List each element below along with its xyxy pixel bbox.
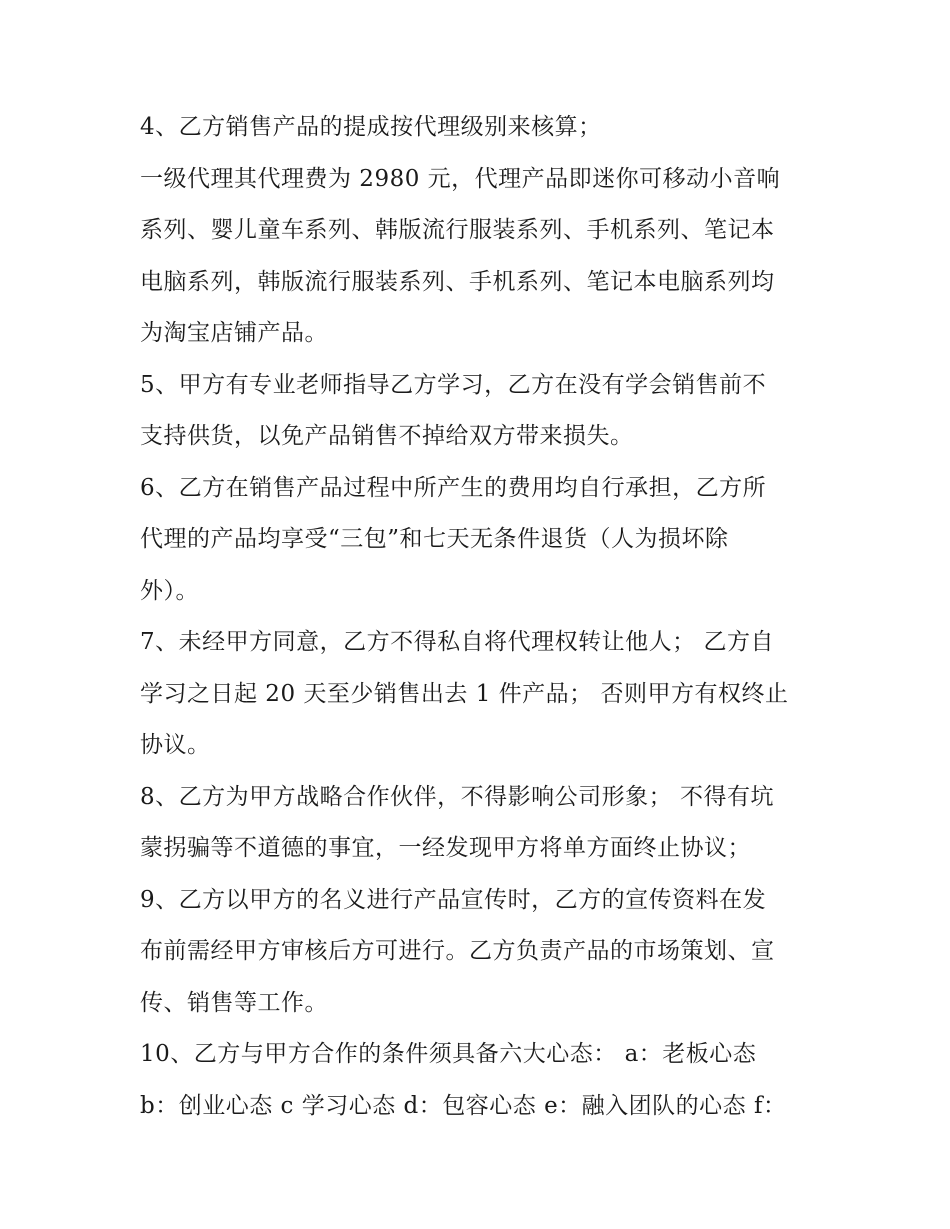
text-line: b：创业心态 c 学习心态 d：包容心态 e：融入团队的心态 f： [140,1092,787,1119]
text-line: 学习之日起 20 天至少销售出去 1 件产品； 否则甲方有权终止 [140,680,789,707]
text-line: 支持供货，以免产品销售不掉给双方带来损失。 [140,423,634,449]
text-line: 系列、婴儿童车系列、韩版流行服装系列、手机系列、笔记本 [140,217,775,243]
text-line: 9、乙方以甲方的名义进行产品宣传时，乙方的宣传资料在发 [140,886,767,913]
document-body [140,102,830,1132]
text-line: 8、乙方为甲方战略合作伙伴，不得影响公司形象； 不得有坑 [140,783,774,810]
text-line: 7、未经甲方同意，乙方不得私自将代理权转让他人； 乙方自 [140,629,774,655]
text-line: 传、销售等工作。 [140,989,328,1016]
text-line: 4、乙方销售产品的提成按代理级别来核算； [140,114,602,140]
text-line: 电脑系列，韩版流行服装系列、手机系列、笔记本电脑系列均 [140,268,775,295]
text-line: 布前需经甲方审核后方可进行。乙方负责产品的市场策划、宣 [140,938,775,964]
text-line: 外）。 [140,577,199,604]
text-line: 代理的产品均享受“三包”和七天无条件退货（人为损坏除 [140,526,729,552]
text-line: 为淘宝店铺产品。 [140,320,328,346]
text-line: 一级代理其代理费为 2980 元，代理产品即迷你可移动小音响 [140,165,781,192]
text-line: 10、乙方与甲方合作的条件须具备六大心态： a：老板心态 [140,1041,757,1067]
text-line: 蒙拐骗等不道德的事宜，一经发现甲方将单方面终止协议； [140,835,751,861]
text-line: 6、乙方在销售产品过程中所产生的费用均自行承担，乙方所 [140,474,767,501]
text-line: 协议。 [140,732,211,758]
text-line: 5、甲方有专业老师指导乙方学习，乙方在没有学会销售前不 [140,371,767,398]
